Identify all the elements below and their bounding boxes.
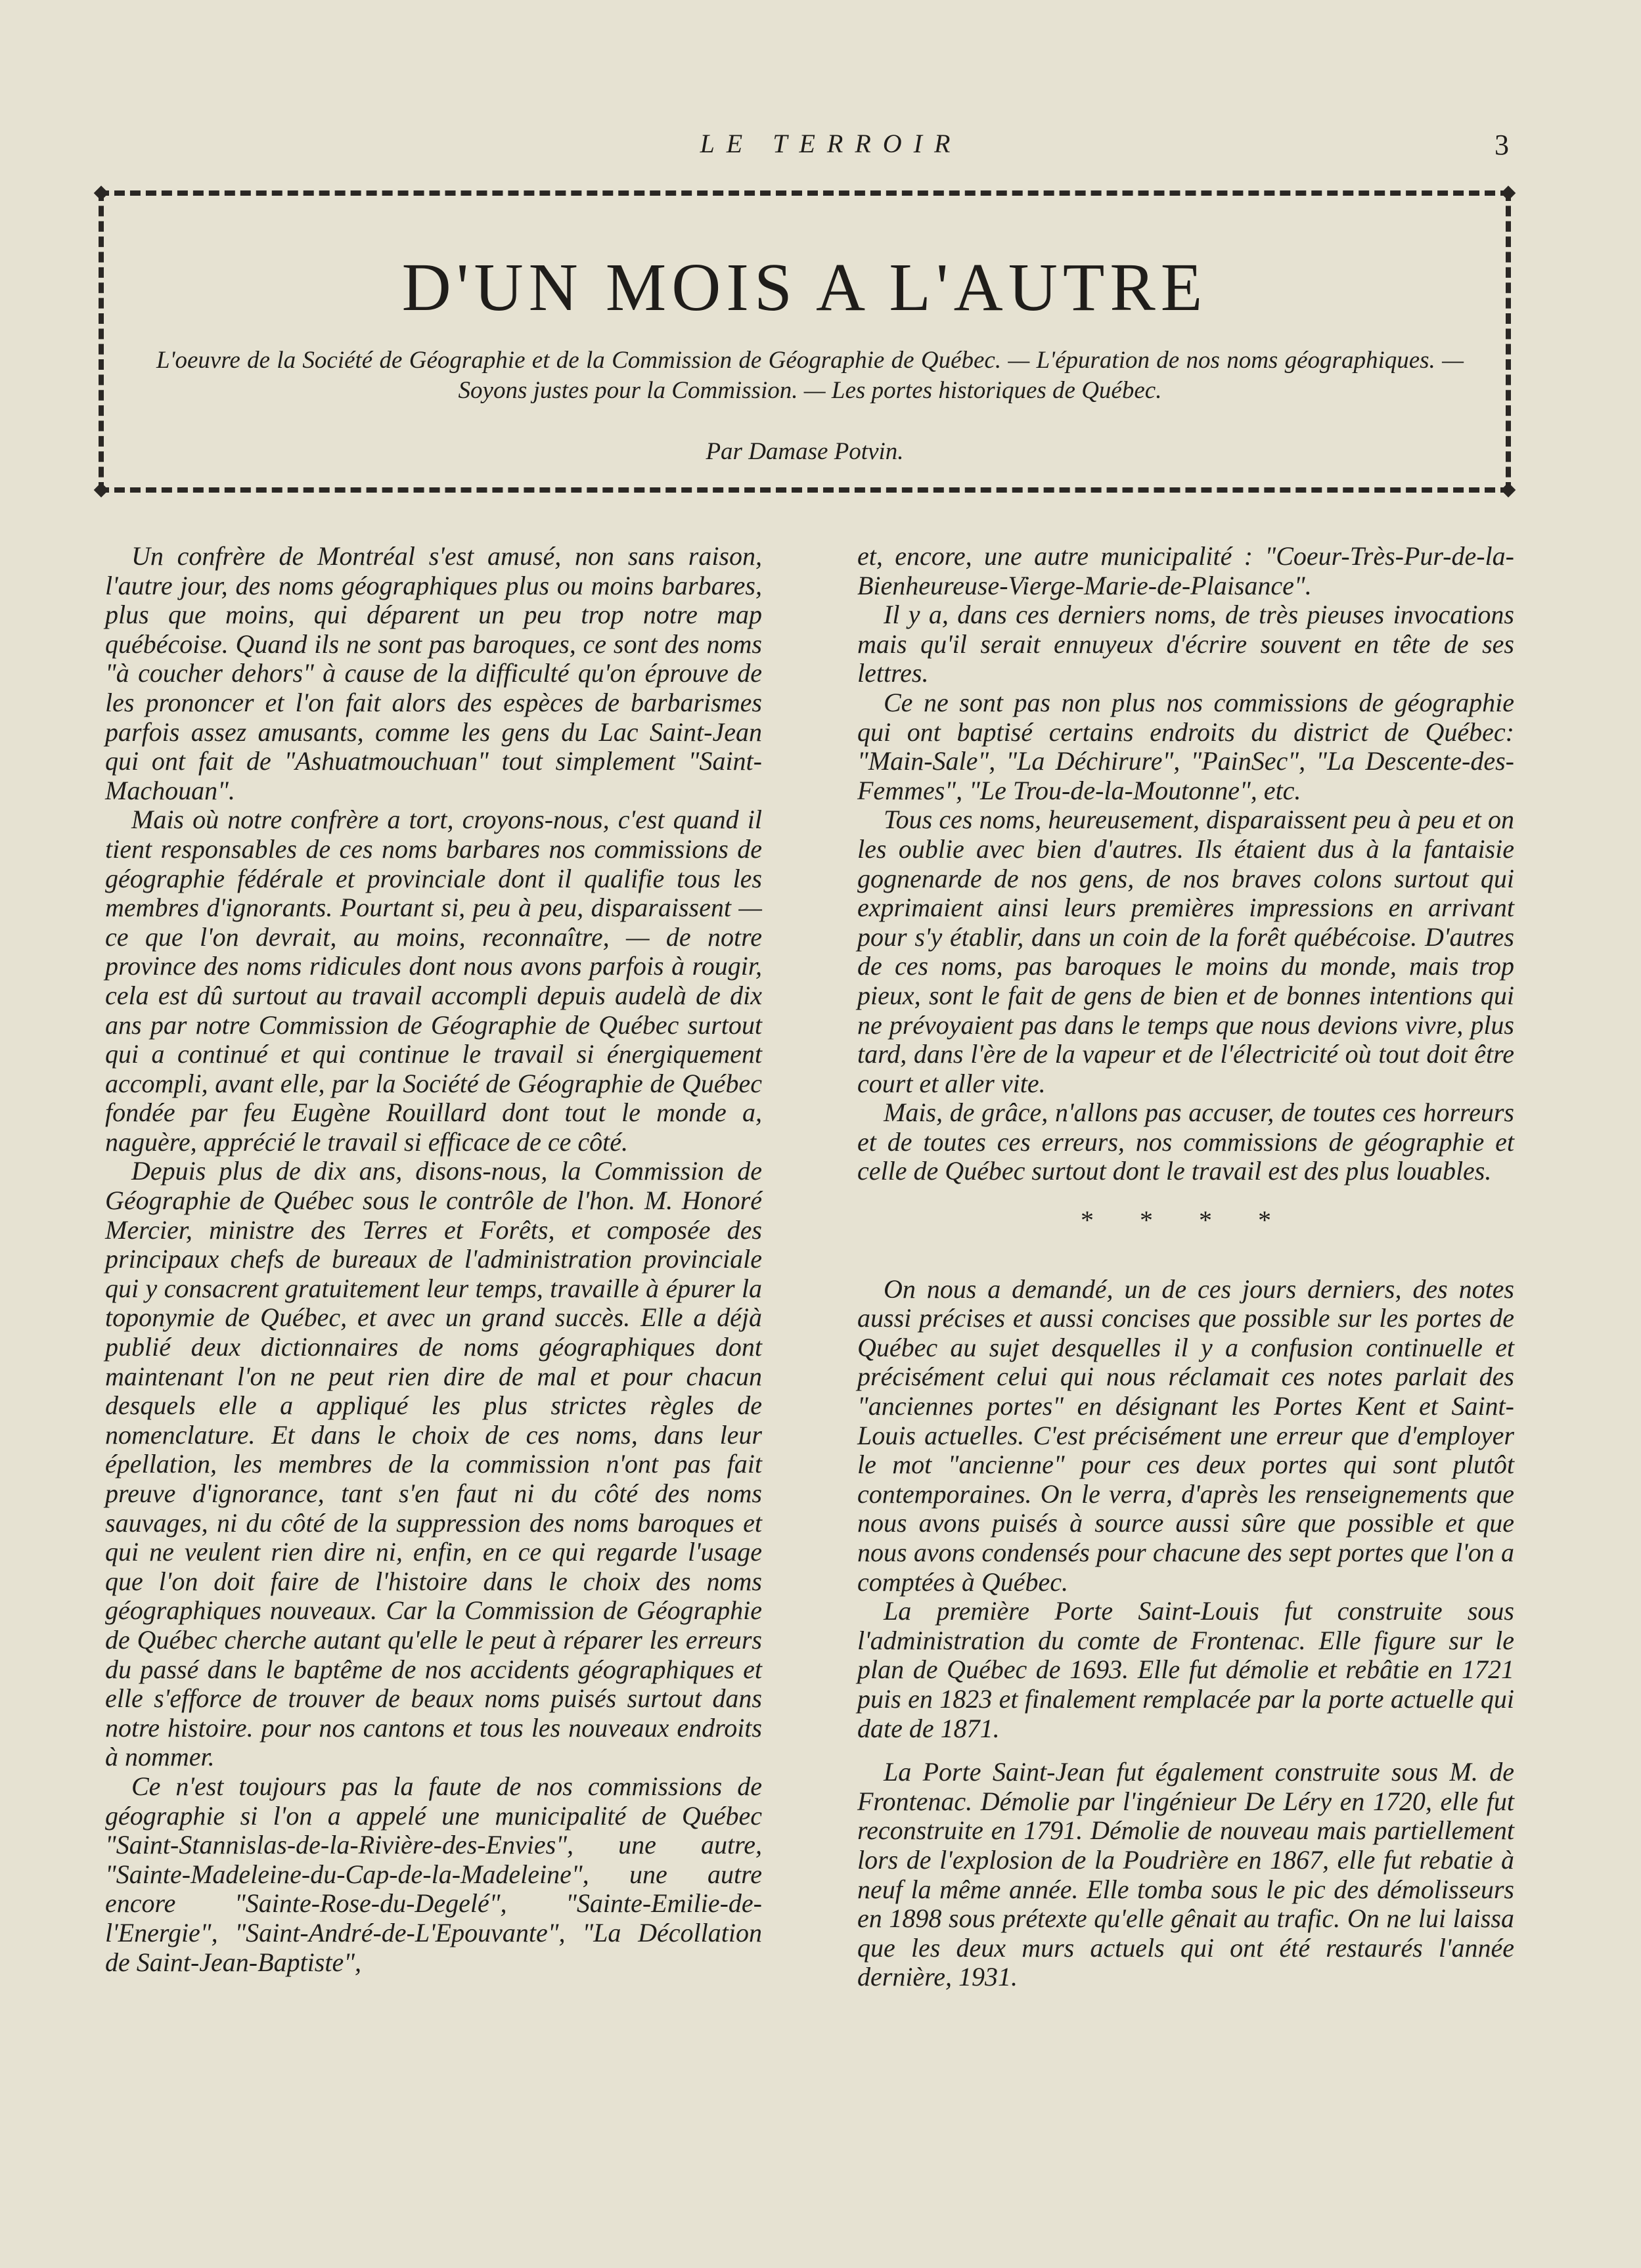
paragraph: Un confrère de Montréal s'est amusé, non sans raison, l'autre jour, des noms géographiques plus ou moins barbares, plus que moins, qui déparent un peu trop notre map québécoise. Quand ils ne sont pas baroques, ce sont des noms "à coucher dehors" à cause de la difficulté qu'on éprouve de les prononcer et l'on fait alors des espèces de barbarismes parfois assez amusants, comme les gens du Lac Saint-Jean qui ont fait de "Ashuatmouchuan" tout simplement "Saint-Machouan". (105, 541, 762, 805)
paragraph: et, encore, une autre municipalité : "Coeur-Très-Pur-de-la-Bienheureuse-Vierge-Marie-de-Plaisance". (857, 541, 1514, 600)
paragraph: Ce n'est toujours pas la faute de nos commissions de géographie si l'on a appelé une municipalité de Québec "Saint-Stannislas-de-la-Rivière-des-Envies", une autre, "Sainte-Madeleine-du-Cap-de-la-Madeleine", une autre encore "Sainte-Rose-du-Degelé", "Sainte-Emilie-de-l'Energie", "Saint-André-de-L'Epouvante", "La Décollation de Saint-Jean-Baptiste", (105, 1771, 762, 1977)
page-number: 3 (1495, 129, 1509, 161)
frame-corner-ornament (94, 186, 109, 201)
paragraph: Depuis plus de dix ans, disons-nous, la Commission de Géographie de Québec sous le contrôle de l'hon. M. Honoré Mercier, ministre des Terres et Forêts, et composée des principaux chefs de bureaux de l'administration provinciale qui y consacrent gratuitement leur temps, travaille à épurer la toponymie de Québec, et avec un grand succès. Elle a déjà publié deux dictionnaires de noms géographiques dont maintenant l'on ne peut rien dire de mal et pour chacun desquels elle a appliqué les plus strictes règles de nomenclature. Et dans le choix de ces noms, dans leur épellation, les membres de la commission n'ont pas fait preuve d'ignorance, tant s'en faut ni du côté des noms sauvages, ni du côté de la suppression des noms baroques et qui ne veulent rien dire ni, enfin, en ce qui regarde l'usage que l'on doit faire de l'histoire dans le choix des noms géographiques nouveaux. Car la Commission de Géographie de Québec cherche autant qu'elle le peut à réparer les erreurs du passé dans le baptême de nos accidents géographiques et elle s'efforce de trouver de beaux noms puisés surtout dans notre histoire. pour nos cantons et tous les nouveaux endroits à nommer. (105, 1156, 762, 1772)
paragraph: Ce ne sont pas non plus nos commissions de géographie qui ont baptisé certains endroits du district de Québec: "Main-Sale", "La Déchirure", "PainSec", "La Descente-des-Femmes", "Le Trou-de-la-Moutonne", etc. (857, 687, 1514, 805)
article-summary: L'oeuvre de la Société de Géographie et de la Commission de Géographie de Québec. — L'épuration de nos noms géographiques. — Soyons justes pour la Commission. — Les portes historiques de Québec. (156, 347, 1464, 404)
frame-corner-ornament (94, 483, 109, 498)
frame-corner-ornament (1501, 483, 1516, 498)
paragraph: La Porte Saint-Jean fut également construite sous M. de Frontenac. Démolie par l'ingénieur De Léry en 1720, elle fut reconstruite en 1791. Démolie de nouveau mais partiellement lors de l'explosion de la Poudrière en 1867, elle fut rebatie à neuf la même année. Elle tomba sous le pic des démolisseurs en 1898 sous prétexte qu'elle gênait au trafic. On ne lui laissa que les deux murs actuels qui ont été restaurés l'année dernière, 1931. (857, 1757, 1514, 1992)
section-break: * * * * (1081, 1205, 1291, 1235)
paragraph: Il y a, dans ces derniers noms, de très pieuses invocations mais qu'il serait ennuyeux d'écrire souvent en tête de ses lettres. (857, 600, 1514, 688)
running-head: LE TERROIR (700, 129, 962, 158)
paragraph: Mais, de grâce, n'allons pas accuser, de toutes ces horreurs et de toutes ces erreurs, nos commissions de géographie et celle de Québec surtout dont le travail est des plus louables. (857, 1098, 1514, 1186)
left-column (105, 542, 762, 1977)
paragraph: Tous ces noms, heureusement, disparaissent peu à peu et on les oublie avec bien d'autres. Ils étaient dus à la fantaisie gognenarde de nos gens, de nos braves colons surtout qui exprimaient ainsi leurs premières impressions en arrivant pour s'y établir, dans un coin de la forêt québécoise. D'autres de ces noms, pas baroques le moins du monde, mais trop pieux, sont le fait de gens de bien et de bonnes intentions qui ne prévoyaient pas dans le temps que nous devions vivre, plus tard, dans l'ère de la vapeur et de l'électricité où tout doit être court et aller vite. (857, 805, 1514, 1098)
title-frame (99, 190, 1511, 493)
paragraph: Mais où notre confrère a tort, croyons-nous, c'est quand il tient responsables de ces noms barbares nos commissions de géographie fédérale et provinciale dont il qualifie tous les membres d'ignorants. Pourtant si, peu à peu, disparaissent — ce que l'on devrait, au moins, reconnaître, — de notre province des noms ridicules dont nous avons parfois à rougir, cela est dû surtout au travail accompli depuis audelà de dix ans par notre Commission de Géographie de Québec surtout qui a continué et qui continue le travail si énergiquement accompli, avant elle, par la Société de Géographie de Québec fondée par feu Eugène Rouillard dont tout le monde a, naguère, apprécié le travail si efficace de ce côté. (105, 805, 762, 1157)
right-column (857, 542, 1514, 1992)
article-title: D'UN MOIS A L'AUTRE (401, 250, 1208, 325)
paragraph: On nous a demandé, un de ces jours derniers, des notes aussi précises et aussi concises que possible sur les portes de Québec au sujet desquelles il y a confusion continuelle et précisément celui qui nous réclamait ces notes parlait des "anciennes portes" en désignant les Portes Kent et Saint-Louis actuelles. C'est précisément une erreur que d'employer le mot "ancienne" pour ces deux portes qui sont plutôt contemporaines. On le verra, d'après les renseignements que nous avons puisés à source aussi sûre que possible et que nous avons condensés pour chacune des sept portes que l'on a comptées à Québec. (857, 1274, 1514, 1597)
frame-corner-ornament (1501, 186, 1516, 201)
article-byline: Par Damase Potvin. (706, 438, 904, 465)
paragraph: La première Porte Saint-Louis fut construite sous l'administration du comte de Frontenac. Elle figure sur le plan de Québec de 1693. Elle fut démolie et rebâtie en 1721 puis en 1823 et finalement remplacée par la porte actuelle qui date de 1871. (857, 1596, 1514, 1743)
